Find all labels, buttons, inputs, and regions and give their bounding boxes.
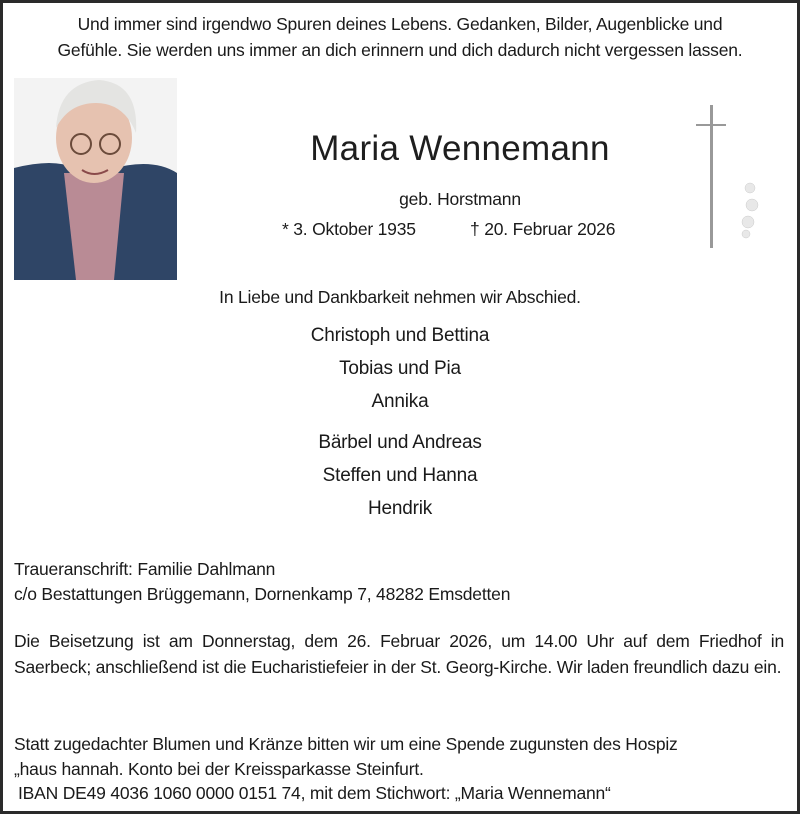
mourner: Steffen und Hanna (322, 465, 478, 486)
quote-line-2: Gefühle. Sie werden uns immer an dich erinnern und dich dadurch nicht vergessen lassen. (57, 40, 743, 60)
birth-date: * 3. Oktober 1935 (282, 219, 416, 239)
cross-icon (690, 100, 770, 250)
mourner: Tobias und Pia (339, 358, 461, 379)
deceased-name: Maria Wennemann (310, 129, 610, 168)
donation-line-1: Statt zugedachter Blumen und Kränze bitten wir um eine Spende zugunsten des Hospiz (14, 734, 678, 754)
quote-line-1: Und immer sind irgendwo Spuren deines Lebens. Gedanken, Bilder, Augenblicke und (77, 14, 723, 34)
death-date: † 20. Februar 2026 (470, 219, 616, 239)
address-line-1: Traueranschrift: Familie Dahlmann (14, 559, 276, 579)
portrait-photo (14, 78, 177, 280)
mourner: Hendrik (367, 498, 433, 519)
address-line-2: c/o Bestattungen Brüggemann, Dornenkamp 7, 48282 Emsdetten (14, 584, 511, 604)
mourner: Annika (371, 391, 429, 412)
funeral-info: Die Beisetzung ist am Donnerstag, dem 26. Februar 2026, um 14.00 Uhr auf dem Friedhof in Saerbeck; anschließend ist die Eucharistiefeier in der St. Georg-Kirche. Wir laden freundlich dazu ein. (14, 631, 784, 677)
mourner: Christoph und Bettina (310, 325, 490, 346)
donation-line-2: „haus hannah. Konto bei der Kreissparkasse Steinfurt. (14, 759, 424, 779)
maiden-name: geb. Horstmann (399, 189, 521, 209)
donation-iban: IBAN DE49 4036 1060 0000 0151 74, mit dem Stichwort: „Maria Wennemann“ (18, 783, 611, 803)
orchid-icon (742, 183, 758, 238)
farewell-text: In Liebe und Dankbarkeit nehmen wir Abschied. (219, 287, 581, 307)
mourner: Bärbel und Andreas (318, 432, 482, 453)
